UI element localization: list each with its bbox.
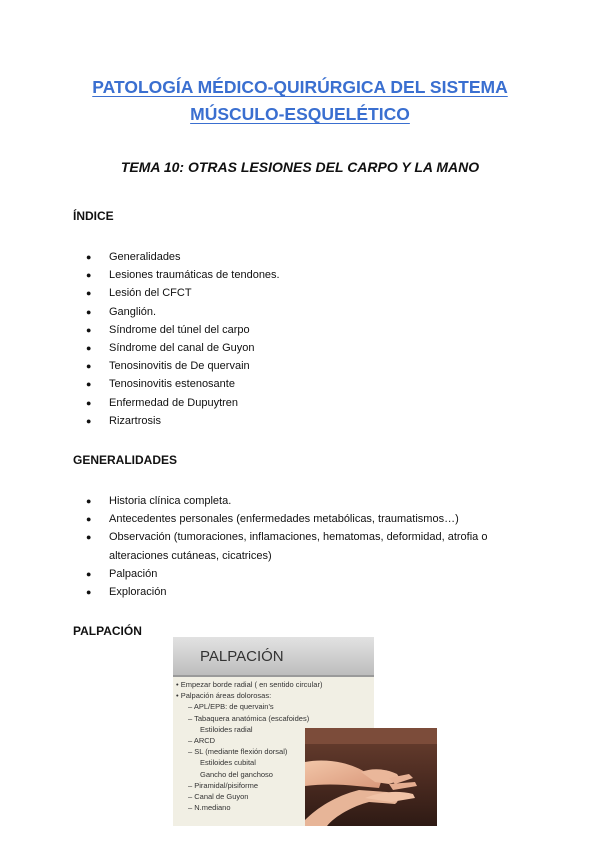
slide-line: • Palpación áreas dolorosas:: [176, 691, 272, 701]
title-line-2: MÚSCULO-ESQUELÉTICO: [190, 104, 410, 124]
slide-line: – ARCD: [188, 736, 216, 746]
index-list: [86, 248, 546, 430]
list-item: ● Lesiones traumáticas de tendones.: [86, 266, 546, 284]
document-title: [0, 74, 600, 128]
list-item: ● Síndrome del canal de Guyon: [86, 339, 546, 357]
list-item: ● Tenosinovitis de De quervain: [86, 357, 546, 375]
hand-palpation-photo: [305, 728, 437, 826]
title-line-1: PATOLOGÍA MÉDICO-QUIRÚRGICA DEL SISTEMA: [92, 77, 508, 97]
slide-line: Estiloides radial: [200, 724, 253, 734]
palpacion-heading: PALPACIÓN: [73, 624, 142, 638]
list-item: ● Generalidades: [86, 248, 546, 266]
slide-line: – APL/EPB: de quervain's: [188, 702, 274, 712]
slide-line: – Piramidal/pisiforme: [188, 780, 259, 790]
generalidades-heading: GENERALIDADES: [73, 453, 178, 467]
document-subtitle: TEMA 10: OTRAS LESIONES DEL CARPO Y LA MANO: [120, 159, 480, 175]
slide-divider: [173, 675, 374, 677]
list-item: ● Historia clínica completa.: [86, 492, 546, 510]
slide-line: – Canal de Guyon: [188, 792, 249, 802]
index-heading: ÍNDICE: [73, 209, 114, 223]
slide-line: Gancho del ganchoso: [200, 769, 273, 779]
slide-text: [176, 679, 322, 813]
slide-title: PALPACIÓN: [200, 648, 284, 665]
list-item: ● Enfermedad de Dupuytren: [86, 394, 546, 412]
list-item: ● Ganglión.: [86, 303, 546, 321]
slide-line: – N.mediano: [188, 803, 231, 813]
slide-line: – SL (mediante flexión dorsal): [188, 747, 288, 757]
slide-line: – Tabaquera anatómica (escafoides): [188, 713, 310, 723]
list-item: ● Rizartrosis: [86, 412, 546, 430]
list-item: ● Lesión del CFCT: [86, 284, 546, 302]
list-item: ● Observación (tumoraciones, inflamaciones, hematomas, deformidad, atrofia o alteraciones cutáneas, cicatrices): [86, 528, 546, 564]
slide-line: Estiloides cubital: [200, 758, 256, 768]
generalidades-list: [86, 492, 546, 601]
list-item: ● Síndrome del túnel del carpo: [86, 321, 546, 339]
list-item: ● Tenosinovitis estenosante: [86, 375, 546, 393]
list-item: ● Antecedentes personales (enfermedades metabólicas, traumatismos…): [86, 510, 546, 528]
list-item: ● Palpación: [86, 565, 546, 583]
list-item: ● Exploración: [86, 583, 546, 601]
slide-line: • Empezar borde radial ( en sentido circular): [176, 680, 323, 689]
